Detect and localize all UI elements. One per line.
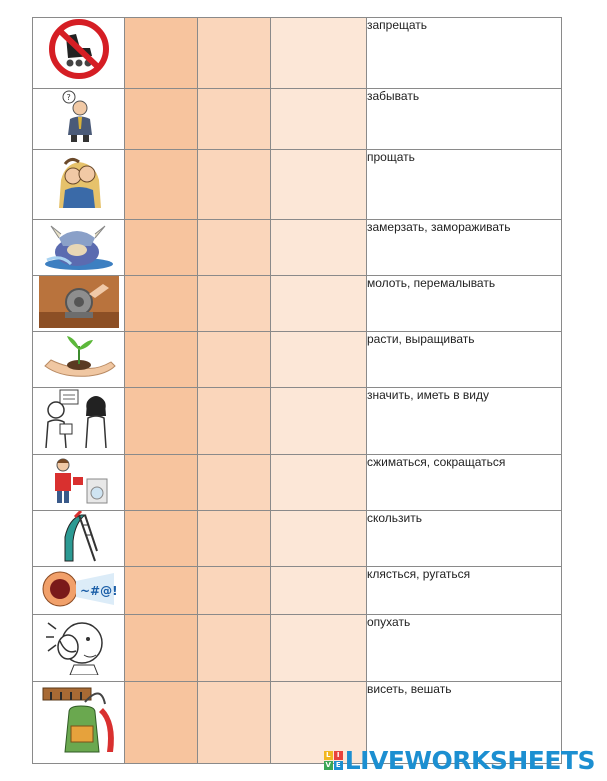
apologizing-people-icon bbox=[51, 150, 107, 210]
grinder-icon bbox=[39, 276, 119, 328]
translation-text: забывать bbox=[367, 89, 562, 150]
logo-tile: I bbox=[334, 751, 343, 760]
logo-tile: V bbox=[325, 760, 331, 769]
svg-text:~#@!: ~#@! bbox=[79, 584, 118, 598]
picture-cell bbox=[33, 511, 125, 567]
answer-cell-2[interactable] bbox=[198, 615, 271, 682]
answer-cell-1[interactable] bbox=[125, 615, 198, 682]
frozen-viking-icon bbox=[41, 220, 117, 272]
answer-cell-3[interactable] bbox=[271, 388, 367, 455]
picture-cell bbox=[33, 567, 125, 615]
no-rollerskates-icon bbox=[46, 18, 112, 80]
answer-cell-2[interactable] bbox=[198, 276, 271, 332]
answer-cell-2[interactable] bbox=[198, 150, 271, 220]
talking-people-icon bbox=[42, 388, 116, 450]
answer-cell-3[interactable] bbox=[271, 89, 367, 150]
translation-text: висеть, вешать bbox=[367, 682, 562, 764]
seedling-in-hand-icon bbox=[41, 332, 117, 382]
logo-tile: E bbox=[334, 761, 343, 770]
translation-text: значить, иметь в виду bbox=[367, 388, 562, 455]
answer-cell-3[interactable] bbox=[271, 220, 367, 276]
answer-cell-2[interactable] bbox=[198, 220, 271, 276]
answer-cell-1[interactable] bbox=[125, 18, 198, 89]
table-row bbox=[33, 220, 562, 276]
answer-cell-1[interactable] bbox=[125, 276, 198, 332]
answer-cell-3[interactable] bbox=[271, 332, 367, 388]
answer-cell-2[interactable] bbox=[198, 682, 271, 764]
answer-cell-1[interactable] bbox=[125, 150, 198, 220]
logo-wordmark: LIVEWORKSHEETS bbox=[344, 745, 595, 775]
picture-cell bbox=[33, 276, 125, 332]
translation-text: запрещать bbox=[367, 18, 562, 89]
answer-cell-2[interactable] bbox=[198, 89, 271, 150]
answer-cell-1[interactable] bbox=[125, 388, 198, 455]
table-row bbox=[33, 18, 562, 89]
table-row bbox=[33, 615, 562, 682]
answer-cell-1[interactable] bbox=[125, 567, 198, 615]
table-row bbox=[33, 150, 562, 220]
liveworksheets-logo bbox=[324, 745, 595, 775]
translation-text: молоть, перемалывать bbox=[367, 276, 562, 332]
answer-cell-3[interactable] bbox=[271, 615, 367, 682]
translation-text: расти, выращивать bbox=[367, 332, 562, 388]
answer-cell-1[interactable] bbox=[125, 682, 198, 764]
translation-text: замерзать, замораживать bbox=[367, 220, 562, 276]
table-row bbox=[33, 511, 562, 567]
svg-text:?: ? bbox=[66, 93, 71, 102]
picture-cell bbox=[33, 332, 125, 388]
picture-cell bbox=[33, 18, 125, 89]
answer-cell-2[interactable] bbox=[198, 567, 271, 615]
answer-cell-2[interactable] bbox=[198, 388, 271, 455]
table-row bbox=[33, 332, 562, 388]
picture-cell bbox=[33, 388, 125, 455]
slide-icon bbox=[59, 511, 99, 563]
answer-cell-1[interactable] bbox=[125, 455, 198, 511]
logo-tiles bbox=[324, 751, 343, 770]
shrunk-shirt-icon bbox=[49, 455, 109, 505]
hanging-bag-icon bbox=[41, 682, 117, 756]
table-row bbox=[33, 567, 562, 615]
picture-cell bbox=[33, 455, 125, 511]
translation-text: сжиматься, сокращаться bbox=[367, 455, 562, 511]
answer-cell-3[interactable] bbox=[271, 18, 367, 89]
answer-cell-3[interactable] bbox=[271, 567, 367, 615]
translation-text: клясться, ругаться bbox=[367, 567, 562, 615]
table-row bbox=[33, 276, 562, 332]
picture-cell bbox=[33, 615, 125, 682]
confused-man-icon bbox=[57, 89, 101, 143]
picture-cell bbox=[33, 150, 125, 220]
answer-cell-3[interactable] bbox=[271, 150, 367, 220]
picture-cell bbox=[33, 89, 125, 150]
answer-cell-3[interactable] bbox=[271, 276, 367, 332]
logo-tile: L bbox=[324, 751, 333, 760]
table-row bbox=[33, 89, 562, 150]
picture-cell bbox=[33, 682, 125, 764]
table-row bbox=[33, 388, 562, 455]
answer-cell-1[interactable] bbox=[125, 511, 198, 567]
answer-cell-2[interactable] bbox=[198, 332, 271, 388]
answer-cell-3[interactable] bbox=[271, 455, 367, 511]
answer-cell-1[interactable] bbox=[125, 220, 198, 276]
answer-cell-2[interactable] bbox=[198, 455, 271, 511]
translation-text: опухать bbox=[367, 615, 562, 682]
answer-cell-1[interactable] bbox=[125, 332, 198, 388]
swollen-cheek-icon bbox=[44, 615, 114, 675]
verb-table bbox=[32, 17, 562, 764]
answer-cell-2[interactable] bbox=[198, 511, 271, 567]
translation-text: прощать bbox=[367, 150, 562, 220]
table-row bbox=[33, 455, 562, 511]
answer-cell-3[interactable] bbox=[271, 511, 367, 567]
worksheet bbox=[32, 17, 562, 764]
answer-cell-2[interactable] bbox=[198, 18, 271, 89]
swearing-mouth-icon bbox=[40, 567, 118, 611]
picture-cell bbox=[33, 220, 125, 276]
answer-cell-1[interactable] bbox=[125, 89, 198, 150]
translation-text: скользить bbox=[367, 511, 562, 567]
